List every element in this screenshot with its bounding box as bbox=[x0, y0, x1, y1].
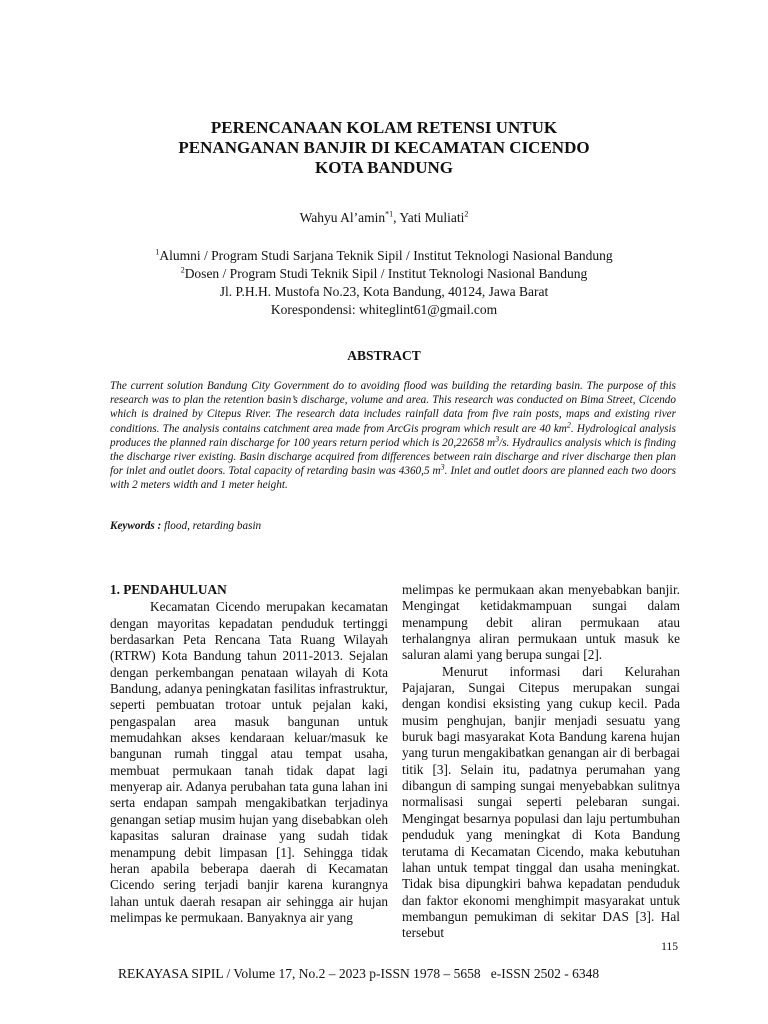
author-2: Yati Muliati bbox=[399, 210, 465, 225]
abstract-text bbox=[110, 379, 676, 493]
address: Jl. P.H.H. Mustofa No.23, Kota Bandung, 40124, Jawa Barat bbox=[219, 284, 549, 299]
affiliation-1 bbox=[0, 247, 768, 265]
abstract-part-3: /s. Hydraulics analysis which is finding the discharge river existing. Basin discharge acquired from differences between rain discharge and river discharge then plan for inlet and outlet doors. Total capacity of retarding basin was 4360,5 m bbox=[110, 436, 676, 478]
affiliation-2-text: Dosen / Program Studi Teknik Sipil / Institut Teknologi Nasional Bandung bbox=[184, 266, 588, 281]
keywords bbox=[110, 520, 261, 532]
page-number: 115 bbox=[661, 941, 678, 953]
section-heading: 1. PENDAHULUAN bbox=[110, 582, 227, 597]
affiliation-2-marker: 2 bbox=[180, 265, 185, 275]
title-line-1: PERENCANAAN KOLAM RETENSI UNTUK bbox=[210, 118, 558, 137]
affiliation-1-marker: 1 bbox=[155, 247, 160, 257]
footer-journal: REKAYASA SIPIL / Volume 17, No.2 – 2023 p-ISSN 1978 – 5658 bbox=[118, 966, 481, 981]
keywords-label: Keywords : bbox=[110, 520, 162, 532]
body-paragraph-1: Kecamatan Cicendo merupakan kecamatan dengan mayoritas kepadatan penduduk tertinggi berdasarkan Peta Rencana Tata Ruang Wilayah (RTRW) Kota Bandung tahun 2011-2013. Sejalan dengan perkembangan penataan wilayah di Kota Bandung, adanya peningkatan fasilitas infrastruktur, seperti pembuatan trotoar untuk pejalan kaki, pengaspalan area masuk bangunan untuk memudahkan akses kendaraan keluar/masuk ke bangunan rumah tinggal atau tempat usaha, membuat permukaan tanah tidak dapat lagi menyerap air. Adanya perubahan tata guna lahan ini serta endapan sampah mengakibatkan terjadinya genangan setiap musim hujan yang disebabkan oleh kapasitas saluran drainase yang sudah tidak menampung debit limpasan [1]. Sehingga tidak heran apabila beberapa daerah di Kecamatan Cicendo sering terjadi banjir karena kurangnya lahan untuk daerah resapan air sehingga air hujan melimpas ke permukaan. Banyaknya air yang bbox=[110, 599, 388, 925]
affiliation-2 bbox=[0, 265, 768, 283]
affiliation-1-text: Alumni / Program Studi Sarjana Teknik Sipil / Institut Teknologi Nasional Bandung bbox=[159, 248, 613, 263]
abstract-part-2: . Hydrological analysis produces the planned rain discharge for 100 years return period which is 20,22658 m bbox=[110, 422, 676, 449]
body-paragraph-1-continued: melimpas ke permukaan akan menyebabkan banjir. Mengingat ketidakmampuan sungai dalam menampung debit aliran permukaan atau terhalangnya aliran permukaan untuk masuk ke saluran alami yang berupa sungai [2]. bbox=[402, 582, 680, 663]
title-line-2: PENANGANAN BANJIR DI KECAMATAN CICENDO bbox=[178, 138, 590, 157]
abstract-part-1: The current solution Bandung City Government do to avoiding flood was building the retarding basin. The purpose of this research was to plan the retention basin’s discharge, volume and area. This research was conducted on Bima Street, Cicendo which is drained by Citepus River. The research data includes rainfall data from five rain posts, maps and existing river conditions. The analysis contains catchment area made from ArcGis program which result are 40 km bbox=[110, 380, 676, 435]
body-paragraph-2: Menurut informasi dari Kelurahan Pajajaran, Sungai Citepus merupakan sungai dengan kondisi eksisting yang cukup kecil. Pada musim penghujan, banjir menjadi sesuatu yang buruk bagi masyarakat Kota Bandung karena hujan yang turun mengakibatkan genangan air di berbagai titik [3]. Selain itu, padatnya perumahan yang dibangun di samping sungai menyebabkan sulitnya normalisasi sungai seperti pelebaran sungai. Mengingat besarnya populasi dan laju pertumbuhan penduduk yang meningkat di Kota Bandung terutama di Kecamatan Cicendo, maka kebutuhan lahan untuk tempat tinggal dan usaha meningkat. Tidak bisa dipungkiri bahwa kepadatan penduduk dan faktor ekonomi menghimpit masyarakat untuk membangun pemukiman di sekitar DAS [3]. Hal tersebut bbox=[402, 663, 680, 941]
author-1: Wahyu Al’amin bbox=[299, 210, 386, 225]
journal-footer bbox=[118, 966, 599, 982]
abstract-sup-volume: 3 bbox=[440, 462, 445, 472]
author-2-marker: 2 bbox=[464, 209, 469, 219]
author-1-marker: *1 bbox=[385, 209, 394, 219]
column-left bbox=[110, 582, 388, 926]
abstract-sup-area: 2 bbox=[566, 419, 571, 429]
title-line-3: KOTA BANDUNG bbox=[314, 158, 454, 177]
correspondence: Korespondensi: whiteglint61@gmail.com bbox=[270, 302, 498, 317]
paper-title bbox=[0, 118, 768, 178]
keywords-text: flood, retarding basin bbox=[161, 520, 262, 532]
abstract-heading: ABSTRACT bbox=[347, 348, 421, 363]
footer-eissn: e-ISSN 2502 - 6348 bbox=[490, 966, 600, 981]
column-right bbox=[402, 582, 680, 942]
abstract-part-4: . Inlet and outlet doors are planned each two doors with 2 meters width and 1 meter height. bbox=[110, 465, 677, 492]
affiliations bbox=[0, 247, 768, 319]
author-line bbox=[0, 210, 768, 226]
author-separator: , bbox=[393, 210, 400, 225]
abstract-sup-discharge: 3 bbox=[495, 434, 500, 444]
